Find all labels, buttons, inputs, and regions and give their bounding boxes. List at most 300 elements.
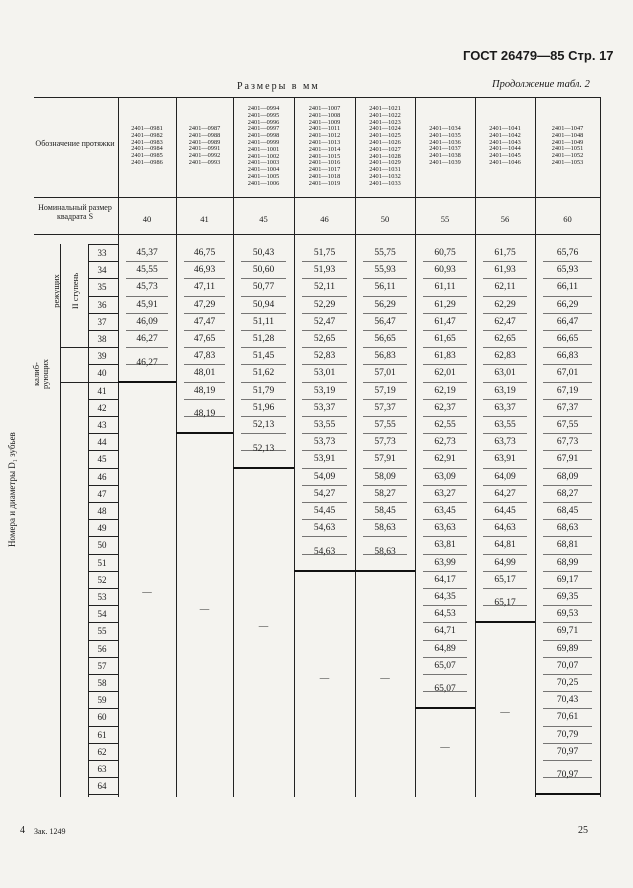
diameter-value: 51,75 [313,248,336,258]
broach-code: 2401—1002 [247,152,280,160]
cell-underline [363,296,407,297]
tooth-number: 45 [97,454,107,465]
broach-code: 2401—0982 [131,131,163,139]
diameter-value: 57,01 [374,368,396,379]
row-number-line [88,450,118,451]
tooth-number: 62 [97,746,107,757]
row-number-line [88,726,118,727]
nominal-size-label: Номинальный размер квадрата S [38,203,112,221]
broach-code: 2401—0989 [188,138,221,146]
diameter-value: 65,17 [494,574,516,585]
tooth-number: 55 [97,626,107,637]
tooth-number: 52 [97,574,107,585]
diameter-value: 64,53 [434,609,456,620]
cell-underline [423,605,467,606]
cell-underline [543,743,592,744]
row-number-line [88,330,118,331]
broach-code: 2401—1048 [551,131,584,139]
designation-label: Обозначение протяжки [35,139,115,148]
tooth-number: 59 [97,695,107,706]
diameter-value: 56,47 [374,316,396,327]
cell-underline [363,330,407,331]
diameter-value: 61,29 [434,299,456,310]
section-line [60,244,61,797]
cell-underline [363,485,407,486]
cell-underline [423,330,467,331]
diameter-value: 55,93 [374,265,396,276]
diameter-value: 56,29 [374,299,396,310]
diameter-value: 53,73 [313,437,336,448]
diameter-value: 54,63 [313,546,336,557]
empty-dash: — [380,674,390,684]
broach-code: 2401—1025 [369,132,401,140]
cell-underline [184,364,225,365]
diameter-value: 68,45 [556,506,579,516]
diameter-value: 54,45 [313,506,336,516]
broach-code: 2401—1044 [489,145,521,153]
empty-dash: — [500,708,510,719]
cell-underline [363,536,407,537]
cell-underline [483,605,527,606]
tooth-number: 54 [97,609,107,620]
diameter-value: 53,01 [313,368,336,379]
diameter-value: 68,09 [556,471,579,482]
cell-underline [241,382,286,383]
diameter-value: 52,29 [313,299,336,310]
nominal-size-value: 46 [320,214,329,224]
broach-code: 2401—0981 [131,125,163,132]
nominal-size-value: 41 [200,214,209,224]
row-number-line [88,605,118,606]
cell-underline [363,313,407,314]
broach-code: 2401—1017 [308,166,341,174]
cell-underline [423,571,467,572]
cell-underline [363,416,407,417]
cell-underline [543,588,592,589]
diameter-value: 66,83 [556,351,579,362]
broach-code: 2401—0991 [188,145,221,153]
cell-underline [302,364,347,365]
broach-code: 2401—1014 [308,145,341,153]
diameter-value: 52,11 [313,282,336,293]
diameter-value: 58,09 [374,471,396,482]
cell-underline [483,347,527,348]
cell-underline [423,433,467,434]
cell-underline [241,364,286,365]
cell-underline [543,708,592,709]
diameter-value: 62,01 [434,368,456,379]
tooth-number: 51 [97,557,107,568]
diameter-value: 51,28 [252,334,275,344]
diameter-value: 61,83 [434,351,456,362]
diameter-value: 62,11 [494,282,516,293]
empty-dash: — [440,742,450,753]
diameter-value: 58,27 [374,488,396,499]
diameter-value: 67,55 [556,420,579,430]
cell-underline [543,640,592,641]
diameter-value: 52,13 [252,420,275,430]
broach-code: 2401—1003 [247,159,280,167]
broach-code: 2401—1009 [308,118,341,126]
cell-underline [483,468,527,469]
diameter-value: 62,65 [494,334,516,344]
cell-underline [483,364,527,365]
diameter-value: 63,73 [494,437,516,448]
diameter-value: 50,77 [252,282,275,293]
diameter-value: 65,07 [434,684,456,695]
row-number-line [88,364,118,365]
tooth-number: 57 [97,660,107,671]
diameter-value: 60,93 [434,265,456,276]
column-line [118,97,119,797]
broach-code: 2401—1053 [551,159,584,166]
column-end-rule [475,621,535,623]
diameter-value: 70,97 [556,746,579,757]
broach-code: 2401—1028 [369,152,401,160]
cell-underline [543,485,592,486]
diameter-value: 67,91 [556,454,579,465]
diameter-value: 67,01 [556,368,579,379]
row-number-line [88,760,118,761]
broach-code: 2401—1012 [308,132,341,140]
cell-underline [483,261,527,262]
tooth-number: 34 [97,265,107,276]
diameter-value: 52,83 [313,351,336,362]
broach-code: 2401—1038 [429,152,461,160]
cell-underline [423,657,467,658]
cell-underline [543,726,592,727]
diameter-value: 46,27 [136,334,158,344]
cell-underline [302,450,347,451]
broach-code: 2401—1026 [369,139,401,146]
broach-code: 2401—1046 [489,159,521,166]
broach-code: 2401—1005 [247,173,280,180]
standard-header: ГОСТ 26479—85 Стр. 17 [463,48,614,63]
broach-code: 2401—0994 [247,105,280,112]
broach-code: 2401—0992 [188,152,221,160]
diameter-value: 57,19 [374,385,396,396]
diameter-value: 57,73 [374,437,396,448]
cell-underline [543,777,592,778]
diameter-value: 51,45 [252,351,275,362]
cell-underline [302,485,347,486]
cell-underline [423,622,467,623]
cell-underline [184,399,225,400]
diameter-value: 64,17 [434,574,456,585]
cell-underline [543,364,592,365]
cell-underline [241,433,286,434]
cell-underline [543,278,592,279]
diameter-value: 70,79 [556,729,579,740]
cell-underline [423,416,467,417]
cell-underline [483,399,527,400]
row-number-line [88,382,118,383]
diameter-value: 61,11 [434,282,456,293]
cell-underline [543,674,592,675]
broach-code: 2401—0998 [247,132,280,140]
diameter-value: 62,47 [494,316,516,327]
cell-underline [423,468,467,469]
cell-underline [423,399,467,400]
tooth-number: 64 [97,781,107,792]
cell-underline [126,364,168,365]
diameter-value: 52,47 [313,316,336,327]
broach-code: 2401—1019 [308,179,341,187]
cell-underline [302,330,347,331]
diameter-value: 46,75 [193,248,216,258]
diameter-value: 61,65 [434,334,456,344]
cell-underline [184,261,225,262]
row-number-line [88,244,118,245]
cell-underline [423,364,467,365]
diameter-value: 54,63 [313,523,336,534]
tooth-number: 61 [97,729,107,740]
cell-underline [302,399,347,400]
cell-underline [543,519,592,520]
cell-underline [363,519,407,520]
diameter-value: 67,73 [556,437,579,448]
cell-underline [483,571,527,572]
diameter-value: 53,55 [313,420,336,430]
tooth-number: 48 [97,506,107,516]
column-end-rule [176,432,233,434]
diameter-value: 61,93 [494,265,516,276]
cell-underline [483,313,527,314]
diameter-value: 58,45 [374,506,396,516]
diameter-value: 64,35 [434,592,456,602]
diameter-value: 67,37 [556,402,579,413]
row-number-line [88,296,118,297]
broach-code: 2401—0988 [188,131,221,139]
diameter-value: 63,81 [434,540,456,551]
nominal-size-value: 56 [500,214,510,224]
broach-code: 2401—1015 [308,152,341,160]
cell-underline [423,519,467,520]
diameter-value: 65,17 [494,598,516,609]
tooth-number: 56 [97,643,107,654]
cell-underline [543,502,592,503]
cell-underline [241,347,286,348]
cutting-section-label: режущих [51,274,61,308]
diameter-value: 63,45 [434,506,456,516]
diameter-value: 57,55 [374,420,396,430]
row-number-line [88,588,118,589]
tooth-number: 39 [97,351,107,362]
cell-underline [543,468,592,469]
diameter-value: 54,09 [313,471,336,482]
diameter-value: 45,91 [136,299,158,310]
tooth-number: 63 [97,764,107,774]
row-number-line [88,433,118,434]
cell-underline [543,382,592,383]
diameter-value: 56,65 [374,334,396,344]
broach-code: 2401—0983 [131,138,163,146]
diameter-value: 54,27 [313,488,336,499]
diameter-value: 65,07 [434,660,456,671]
column-end-rule [415,707,475,709]
broach-code: 2401—0986 [131,159,163,166]
diameter-value: 64,99 [494,557,516,568]
row-number-line [88,571,118,572]
row-number-line [88,485,118,486]
tooth-number: 47 [97,488,107,499]
order-number: Зак. 1249 [34,827,66,836]
broach-code: 2401—1004 [247,166,280,174]
diameter-value: 61,47 [434,316,456,327]
empty-dash: — [142,588,152,598]
diameter-value: 68,81 [556,540,579,551]
diameter-value: 50,43 [252,248,275,258]
nominal-size-value: 60 [563,214,572,224]
diameter-value: 70,97 [556,770,579,781]
nominal-size-value: 50 [380,214,390,224]
broach-code: 2401—0985 [131,152,163,160]
diameter-value: 69,89 [556,643,579,654]
continuation-label: Продолжение табл. 2 [492,79,590,90]
tooth-number: 49 [97,523,107,534]
cell-underline [302,554,347,555]
cell-underline [483,296,527,297]
diameter-value: 51,93 [313,265,336,276]
diameter-value: 47,83 [193,351,216,362]
cell-underline [126,296,168,297]
diameter-value: 67,19 [556,385,579,396]
diameter-value: 63,55 [494,420,516,430]
cell-underline [363,261,407,262]
cell-underline [483,554,527,555]
row-number-line [88,536,118,537]
row-number-line [88,278,118,279]
diameter-value: 62,37 [434,402,456,413]
broach-code: 2401—1022 [369,111,401,119]
diameter-value: 66,65 [556,334,579,344]
diameter-value: 70,07 [556,660,579,671]
cell-underline [543,536,592,537]
cell-underline [363,347,407,348]
cell-underline [363,450,407,451]
cell-underline [423,296,467,297]
broach-code: 2401—0999 [247,139,280,146]
row-number-line [88,519,118,520]
row-number-line [88,708,118,709]
diameter-value: 57,91 [374,454,396,465]
diameter-value: 66,11 [556,282,579,293]
diameter-value: 63,99 [434,557,456,568]
cell-underline [543,399,592,400]
cell-underline [302,502,347,503]
cell-underline [543,347,592,348]
diameter-value: 48,01 [193,368,216,379]
diameter-value: 63,27 [434,488,456,499]
broach-code: 2401—1031 [369,166,401,174]
diameter-value: 63,63 [434,523,456,534]
nominal-size-value: 45 [259,214,268,224]
diameter-value: 50,60 [252,265,275,276]
tooth-number: 58 [97,678,107,688]
diameter-value: 69,17 [556,574,579,585]
diameter-value: 53,19 [313,385,336,396]
cell-underline [423,691,467,692]
broach-code: 2401—1013 [308,139,341,146]
diameter-value: 62,55 [434,420,456,430]
diameter-value: 52,65 [313,334,336,344]
diameter-value: 63,09 [434,471,456,482]
header-divider [34,197,600,198]
broach-code: 2401—1023 [369,118,401,126]
cell-underline [483,588,527,589]
cell-underline [241,416,286,417]
row-number-line [88,674,118,675]
cell-underline [543,433,592,434]
column-line [176,97,177,797]
broach-code: 2401—1018 [308,173,341,180]
diameter-value: 64,27 [494,488,516,499]
diameter-value: 69,53 [556,609,579,620]
row-number-line [88,416,118,417]
cell-underline [302,296,347,297]
cell-underline [423,261,467,262]
cell-underline [302,261,347,262]
broach-code: 2401—1008 [308,111,341,119]
row-number-line [88,261,118,262]
broach-code: 2401—0997 [247,125,280,133]
broach-code: 2401—1027 [369,145,401,153]
diameter-value: 69,35 [556,592,579,602]
diameter-value: 45,55 [136,265,158,276]
cell-underline [184,347,225,348]
tooth-number: 41 [97,385,107,396]
cell-underline [241,296,286,297]
cell-underline [483,502,527,503]
cell-underline [423,536,467,537]
cell-underline [302,382,347,383]
tooth-number: 44 [97,437,107,448]
cell-underline [302,433,347,434]
diameter-value: 62,73 [434,437,456,448]
diameter-value: 63,19 [494,385,516,396]
cell-underline [543,605,592,606]
diameter-value: 64,63 [494,523,516,534]
cell-underline [423,588,467,589]
diameter-value: 64,81 [494,540,516,551]
calibrating-section-label: калиб-рующих [31,358,50,390]
diameter-value: 63,01 [494,368,516,379]
broach-code: 2401—0984 [131,145,163,153]
tooth-number: 37 [97,316,107,327]
row-number-line [88,657,118,658]
diameter-value: 70,25 [556,678,579,688]
cell-underline [241,313,286,314]
cell-underline [241,450,286,451]
diameter-value: 51,79 [252,385,275,396]
diameter-value: 62,83 [494,351,516,362]
cell-underline [302,468,347,469]
broach-code: 2401—1039 [429,159,461,166]
cell-underline [483,382,527,383]
broach-code: 2401—1007 [308,105,341,112]
column-end-rule [355,570,415,572]
cell-underline [302,313,347,314]
cell-underline [302,347,347,348]
diameter-value: 56,11 [374,282,396,293]
row-number-line [88,622,118,623]
diameter-value: 65,93 [556,265,579,276]
row-number-line [88,347,118,348]
broach-code: 2401—1011 [308,125,341,133]
diameter-value: 63,37 [494,402,516,413]
cell-underline [423,674,467,675]
tooth-number: 53 [97,592,107,602]
